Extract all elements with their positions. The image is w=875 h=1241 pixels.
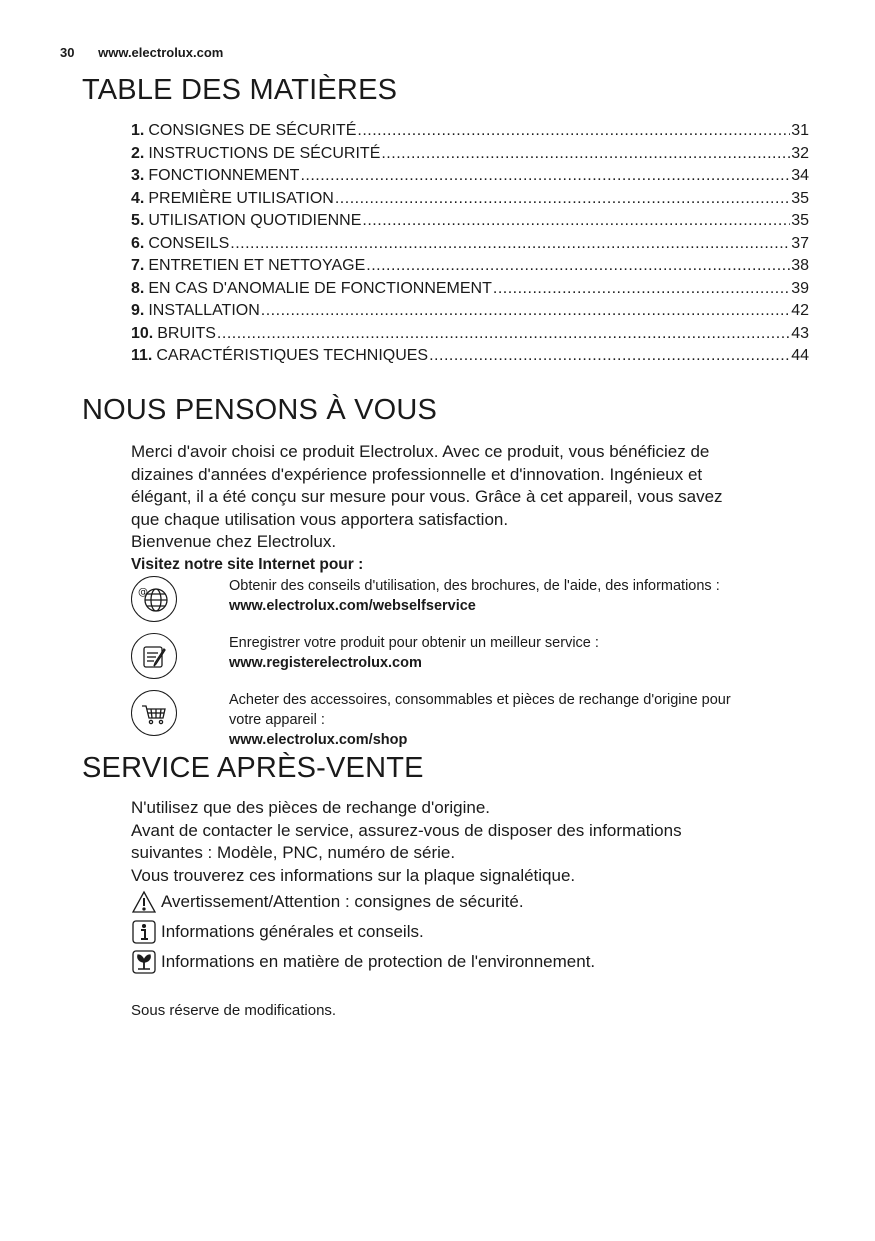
toc-item-number: 8. — [131, 279, 145, 297]
header-site-link[interactable]: www.electrolux.com — [98, 45, 224, 60]
toc-leader-dots — [357, 122, 790, 140]
toc-leader-dots — [366, 257, 790, 275]
toc-leader-dots — [230, 235, 790, 253]
toc-item[interactable] — [131, 122, 809, 145]
toc-item-page: 32 — [791, 144, 809, 162]
toc-item-number: 9. — [131, 302, 145, 319]
text-line: élégant, il a été conçu sur mesure pour vous. Grâce à cet appareil, vous savez — [131, 487, 723, 506]
toc-leader-dots — [217, 325, 790, 343]
toc-item-label: ENTRETIEN ET NETTOYAGE — [148, 257, 366, 274]
toc-item-number: 3. — [131, 167, 145, 184]
toc-item-label: EN CAS D'ANOMALIE DE FONCTIONNEMENT — [148, 279, 492, 297]
toc-leader-dots — [261, 302, 790, 320]
service-paragraph — [131, 797, 811, 887]
text-line: Merci d'avoir choisi ce produit Electrolux. Avec ce produit, vous bénéficiez de — [131, 442, 710, 461]
toc-item-page: 38 — [791, 257, 809, 274]
legend-item — [131, 887, 595, 917]
legend-text: Informations en matière de protection de l'environnement. — [161, 952, 596, 971]
toc-item-label: CONSIGNES DE SÉCURITÉ — [148, 122, 357, 139]
text-line: que chaque utilisation vous apportera satisfaction. — [131, 509, 509, 529]
toc-item[interactable] — [131, 167, 809, 190]
toc-item-number: 7. — [131, 257, 145, 274]
register-notepad-icon — [131, 633, 177, 679]
warning-icon — [131, 890, 157, 914]
toc-item-label: PREMIÈRE UTILISATION — [148, 189, 334, 207]
toc-item-page: 35 — [791, 189, 809, 207]
toc-item-page: 34 — [791, 167, 809, 184]
page-number: 30 — [60, 45, 75, 60]
toc-item[interactable] — [131, 145, 809, 168]
table-of-contents — [131, 122, 809, 370]
toc-item-page: 31 — [791, 122, 809, 139]
toc-item-label: UTILISATION QUOTIDIENNE — [148, 212, 362, 229]
service-item-shop — [131, 690, 811, 750]
service-description: votre appareil : — [229, 712, 325, 728]
toc-item[interactable] — [131, 235, 809, 258]
toc-item-label: INSTRUCTIONS DE SÉCURITÉ — [148, 144, 381, 162]
toc-item[interactable] — [131, 190, 809, 213]
toc-item[interactable] — [131, 347, 809, 370]
text-line: Bienvenue chez Electrolux. — [131, 532, 337, 551]
toc-item-label: CARACTÉRISTIQUES TECHNIQUES — [156, 347, 429, 364]
visit-heading: Visitez notre site Internet pour : — [131, 555, 364, 573]
legend-text: Avertissement/Attention : consignes de sécurité. — [161, 892, 524, 911]
toc-leader-dots — [335, 190, 790, 208]
toc-leader-dots — [381, 145, 790, 163]
shopping-cart-icon — [131, 690, 177, 736]
toc-item-page: 44 — [791, 347, 809, 364]
service-description: Enregistrer votre produit pour obtenir un meilleur service : — [229, 635, 599, 651]
toc-item-label: FONCTIONNEMENT — [148, 167, 300, 184]
toc-item-number: 6. — [131, 234, 145, 252]
legend-item — [131, 917, 595, 947]
info-icon — [131, 920, 157, 944]
toc-item[interactable] — [131, 325, 809, 348]
toc-item-page: 39 — [791, 279, 809, 297]
service-description: Obtenir des conseils d'utilisation, des brochures, de l'aide, des informations : — [229, 578, 720, 594]
service-item-webselfservice — [131, 576, 811, 626]
service-link[interactable]: www.registerelectrolux.com — [229, 655, 422, 671]
legend-item — [131, 947, 595, 977]
thinking-paragraph — [131, 441, 811, 576]
toc-item-page: 35 — [791, 212, 809, 229]
service-link[interactable]: www.electrolux.com/shop — [229, 732, 408, 748]
toc-item[interactable] — [131, 302, 809, 325]
service-title: SERVICE APRÈS-VENTE — [82, 752, 424, 784]
toc-leader-dots — [429, 347, 790, 365]
text-line: dizaines d'années d'expérience professionnelle et d'innovation. Ingénieux et — [131, 464, 703, 484]
web-globe-icon — [131, 576, 177, 622]
service-text — [229, 576, 720, 616]
svg-text:@: @ — [138, 587, 148, 598]
toc-leader-dots — [362, 212, 790, 230]
text-line: suivantes : Modèle, PNC, numéro de série. — [131, 843, 456, 862]
text-line: Vous trouverez ces informations sur la plaque signalétique. — [131, 865, 576, 885]
toc-item-label: INSTALLATION — [148, 302, 260, 319]
legend-text: Informations générales et conseils. — [161, 922, 424, 941]
toc-item[interactable] — [131, 257, 809, 280]
toc-leader-dots — [300, 167, 790, 185]
toc-item-label: CONSEILS — [148, 234, 230, 252]
page-header — [60, 45, 223, 60]
toc-leader-dots — [493, 280, 790, 298]
toc-item-number: 11. — [131, 347, 153, 364]
toc-item[interactable] — [131, 212, 809, 235]
toc-item-page: 43 — [791, 324, 809, 342]
toc-item-number: 1. — [131, 122, 145, 139]
toc-item[interactable] — [131, 280, 809, 303]
environment-icon — [131, 950, 157, 974]
toc-item-page: 37 — [791, 234, 809, 252]
service-link[interactable]: www.electrolux.com/webselfservice — [229, 598, 476, 614]
service-text — [229, 690, 731, 750]
toc-item-page: 42 — [791, 302, 809, 319]
service-item-register — [131, 633, 811, 683]
toc-item-number: 4. — [131, 189, 145, 207]
symbol-legend — [131, 887, 595, 977]
service-text — [229, 633, 599, 673]
text-line: N'utilisez que des pièces de rechange d'origine. — [131, 798, 490, 817]
toc-item-number: 10. — [131, 324, 154, 342]
toc-item-number: 5. — [131, 212, 145, 229]
toc-item-number: 2. — [131, 144, 145, 162]
thinking-title: NOUS PENSONS À VOUS — [82, 394, 438, 426]
service-description: Acheter des accessoires, consommables et pièces de rechange d'origine pour — [229, 692, 731, 708]
toc-title: TABLE DES MATIÈRES — [82, 74, 398, 106]
toc-item-label: BRUITS — [157, 324, 216, 342]
text-line: Avant de contacter le service, assurez-vous de disposer des informations — [131, 820, 682, 840]
footnote: Sous réserve de modifications. — [131, 1002, 337, 1019]
